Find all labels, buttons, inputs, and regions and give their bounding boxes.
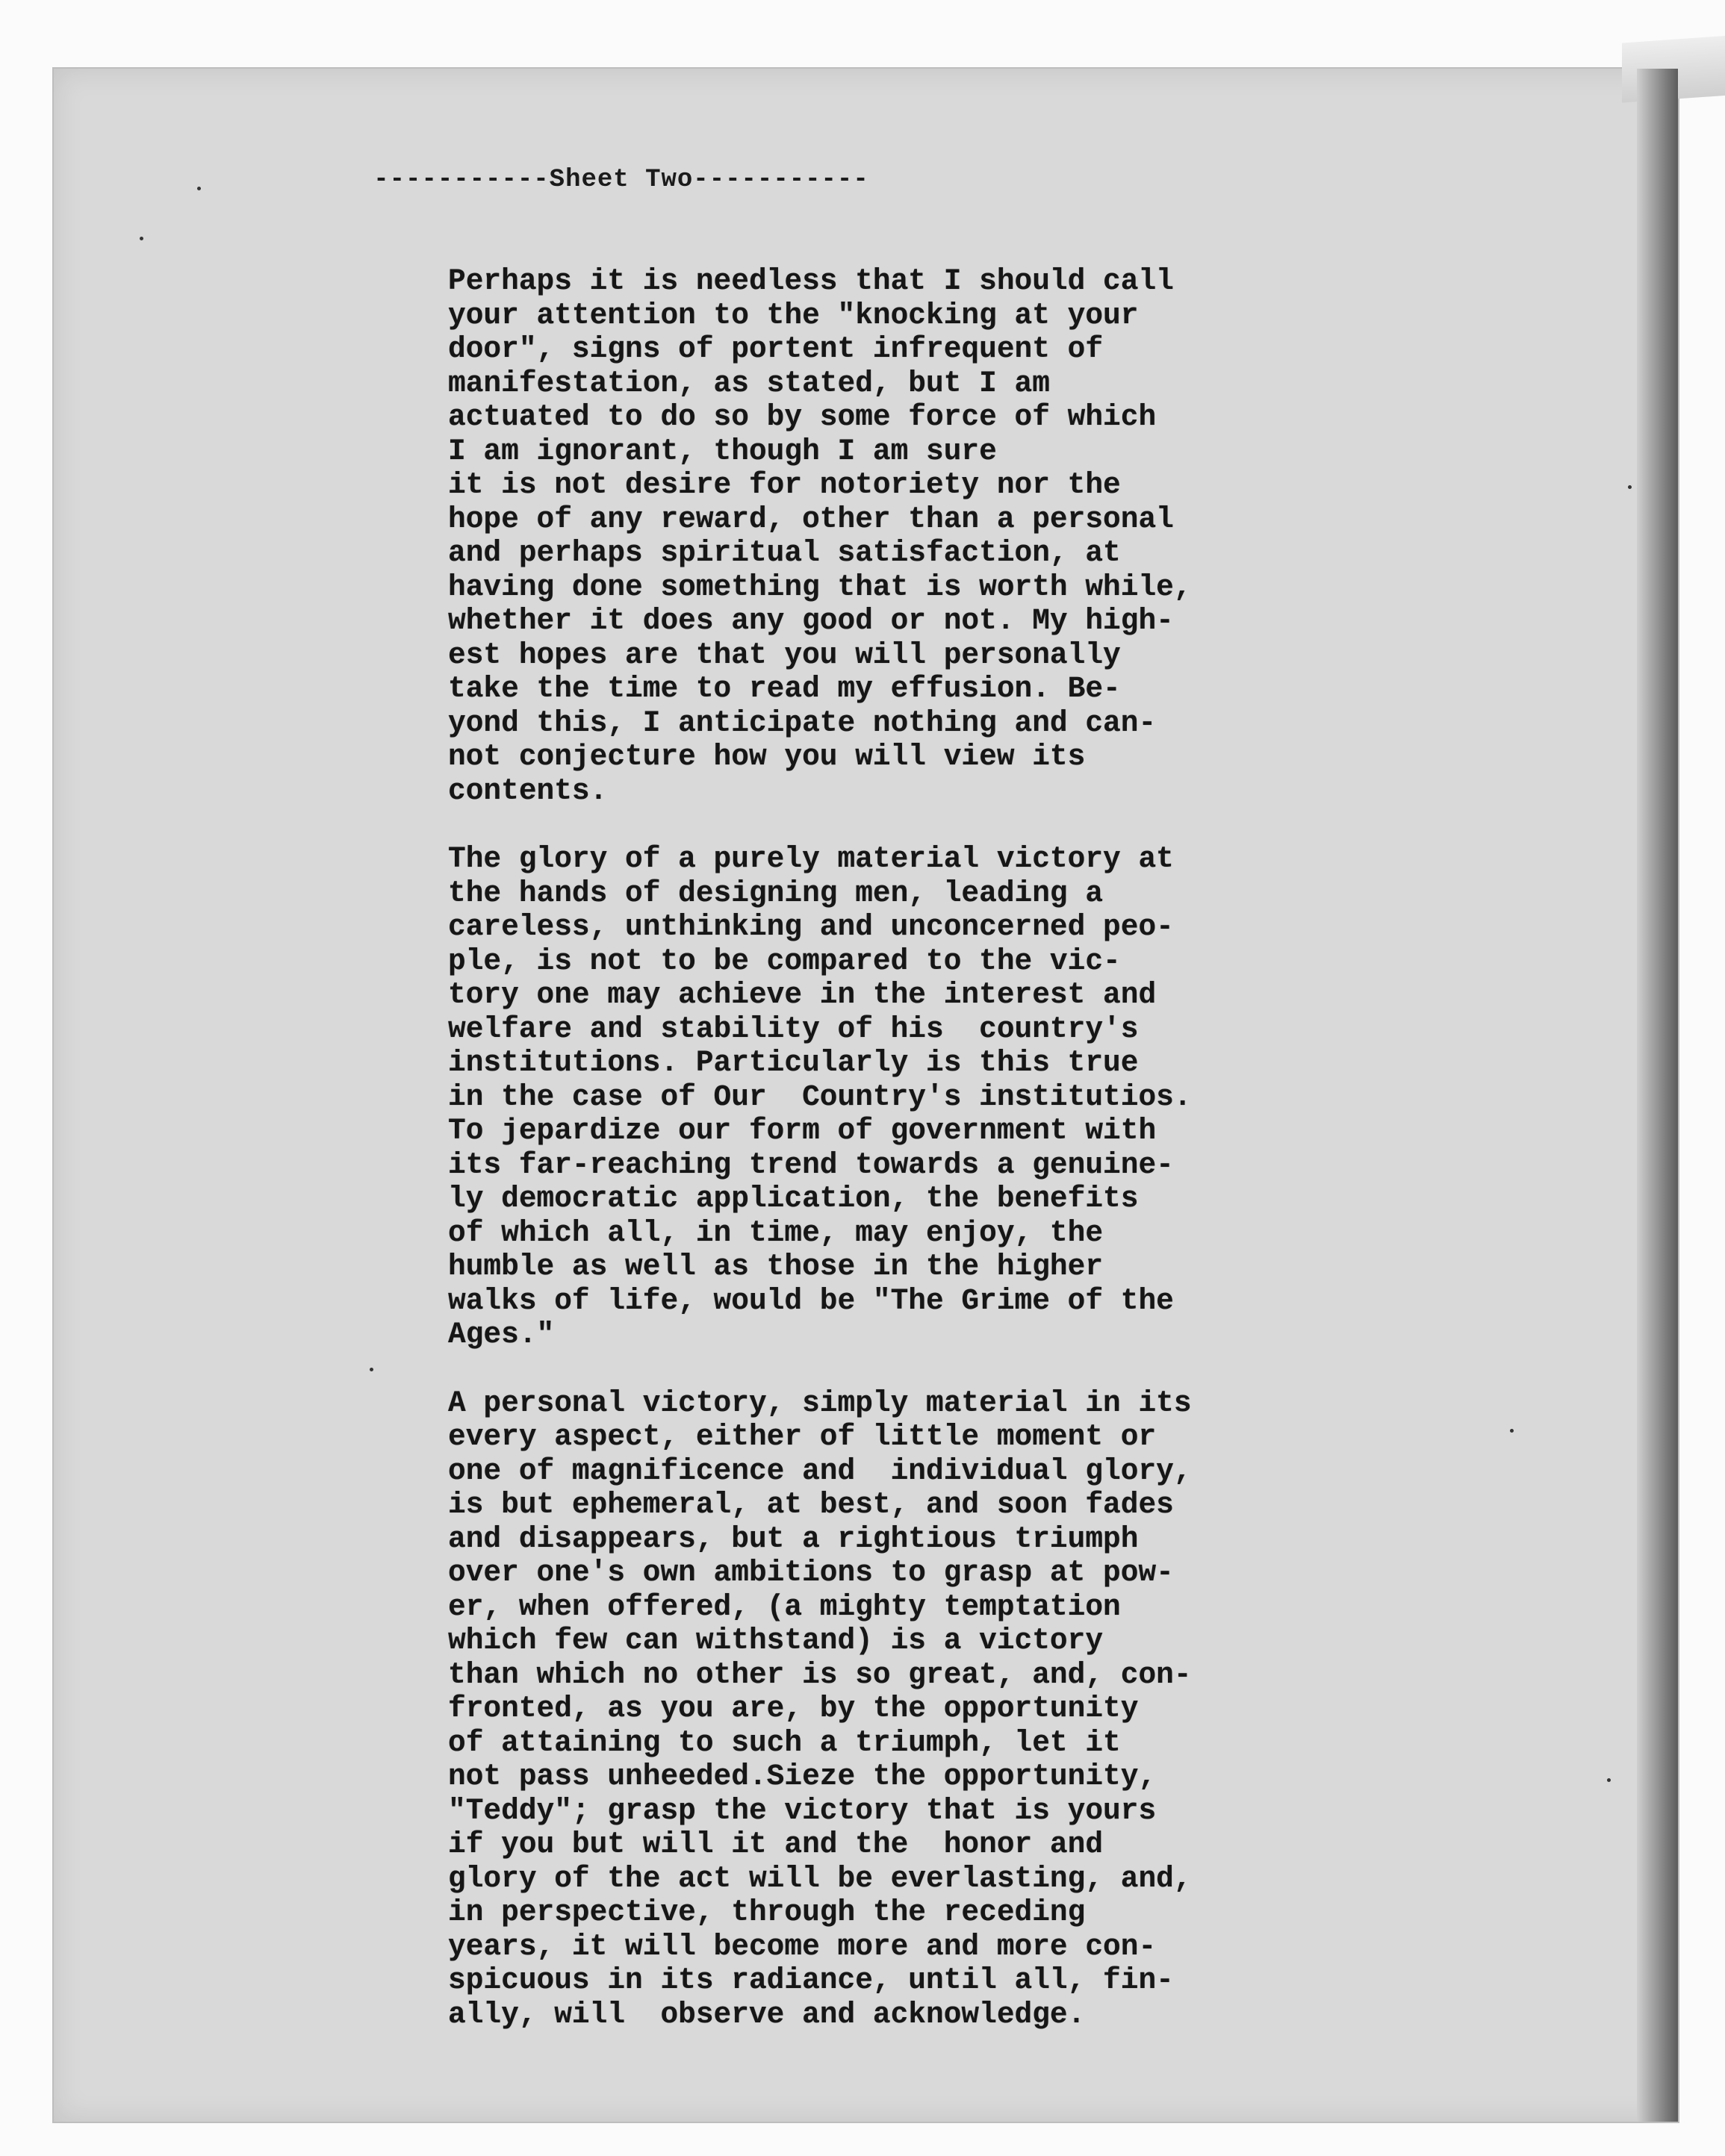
text-line: is but ephemeral, at best, and soon fades	[448, 1488, 1174, 1521]
text-line: ally, will observe and acknowledge.	[448, 1997, 1086, 2031]
text-line: take the time to read my effusion. Be-	[448, 672, 1121, 705]
paper-speck	[140, 237, 143, 240]
text-line: than which no other is so great, and, con-	[448, 1657, 1192, 1692]
text-line: over one's own ambitions to grasp at pow-	[448, 1556, 1174, 1589]
sheet-heading: -----------Sheet Two-----------	[373, 166, 869, 194]
paper-speck	[197, 187, 201, 190]
text-line: door", signs of portent infrequent of	[448, 332, 1104, 366]
text-line: careless, unthinking and unconcerned peo-	[448, 910, 1174, 944]
paper-speck	[1510, 1429, 1514, 1433]
text-line: glory of the act will be everlasting, and,	[448, 1861, 1192, 1895]
text-line: Ages."	[448, 1318, 555, 1351]
paragraph-2	[448, 842, 1419, 1352]
text-line: one of magnificence and individual glory,	[448, 1454, 1192, 1488]
text-line: contents.	[448, 773, 608, 808]
text-line: hope of any reward, other than a personal	[448, 502, 1174, 536]
text-line: A personal victory, simply material in its	[448, 1386, 1192, 1420]
letter-body	[448, 264, 1419, 2066]
text-line: walks of life, would be "The Grime of the	[448, 1283, 1174, 1318]
text-line: it is not desire for notoriety nor the	[448, 468, 1121, 502]
text-line: manifestation, as stated, but I am	[448, 366, 1050, 400]
paper-speck	[370, 1368, 373, 1371]
text-line: institutions. Particularly is this true	[448, 1046, 1139, 1079]
text-line: years, it will become more and more con-	[448, 1929, 1157, 1963]
paper-speck	[1628, 485, 1632, 489]
text-line: its far-reaching trend towards a genuine-	[448, 1147, 1174, 1182]
text-line: spicuous in its radiance, until all, fin-	[448, 1963, 1174, 1997]
text-line: "Teddy"; grasp the victory that is yours	[448, 1793, 1157, 1828]
text-line: yond this, I anticipate nothing and can-	[448, 705, 1157, 740]
text-line: Perhaps it is needless that I should call	[448, 264, 1174, 298]
paragraph-1	[448, 264, 1419, 808]
text-line: welfare and stability of his country's	[448, 1012, 1139, 1046]
sheet-edge-shadow	[1637, 69, 1678, 2122]
text-line: of which all, in time, may enjoy, the	[448, 1215, 1104, 1250]
text-line: whether it does any good or not. My high-	[448, 604, 1174, 638]
text-line: humble as well as those in the higher	[448, 1250, 1104, 1283]
text-line: and disappears, but a rightious triumph	[448, 1521, 1139, 1556]
paper-speck	[1607, 1778, 1611, 1782]
text-line: every aspect, either of little moment or	[448, 1420, 1157, 1454]
text-line: The glory of a purely material victory at	[448, 842, 1174, 876]
text-line: in perspective, through the receding	[448, 1895, 1086, 1929]
text-line: your attention to the "knocking at your	[448, 298, 1139, 332]
text-line: if you but will it and the honor and	[448, 1828, 1104, 1861]
typewritten-sheet	[54, 69, 1678, 2122]
text-line: est hopes are that you will personally	[448, 638, 1121, 672]
paragraph-3	[448, 1386, 1419, 2032]
text-line: I am ignorant, though I am sure	[448, 434, 997, 468]
text-line: not pass unheeded.Sieze the opportunity,	[448, 1760, 1157, 1793]
text-line: the hands of designing men, leading a	[448, 876, 1104, 910]
text-line: er, when offered, (a mighty temptation	[448, 1589, 1121, 1624]
text-line: tory one may achieve in the interest and	[448, 978, 1157, 1012]
text-line: ple, is not to be compared to the vic-	[448, 944, 1121, 978]
text-line: and perhaps spiritual satisfaction, at	[448, 536, 1121, 570]
text-line: in the case of Our Country's institutios.	[448, 1079, 1192, 1114]
text-line: ly democratic application, the benefits	[448, 1182, 1139, 1215]
text-line: which few can withstand) is a victory	[448, 1624, 1104, 1657]
text-line: not conjecture how you will view its	[448, 740, 1086, 773]
text-line: fronted, as you are, by the opportunity	[448, 1692, 1139, 1725]
text-line: of attaining to such a triumph, let it	[448, 1725, 1121, 1760]
text-line: having done something that is worth while,	[448, 570, 1192, 604]
text-line: actuated to do so by some force of which	[448, 400, 1157, 434]
text-line: To jepardize our form of government with	[448, 1114, 1157, 1147]
